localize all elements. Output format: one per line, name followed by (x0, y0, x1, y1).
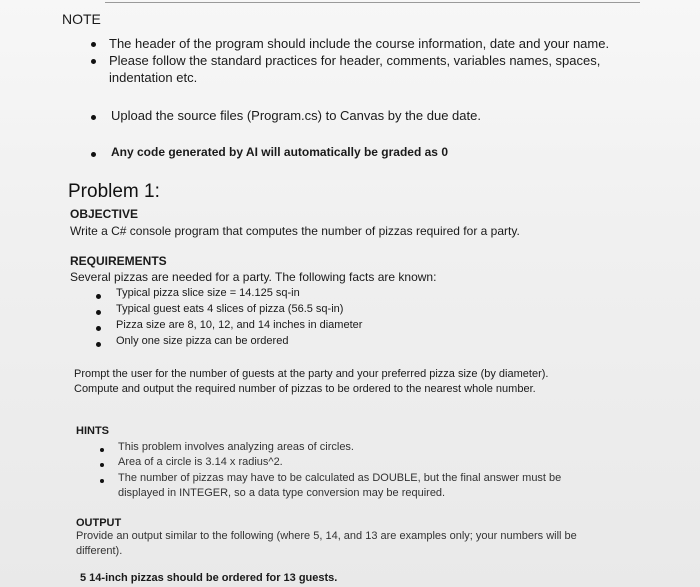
sample-output: 5 14-inch pizzas should be ordered for 13 guests. (80, 572, 338, 584)
objective-text: Write a C# console program that computes the number of pizzas required for a party. (70, 224, 520, 238)
note-item-standards-cont: indentation etc. (109, 70, 198, 85)
prompt-line-1: Prompt the user for the number of guests at the party and your preferred pizza size (by diameter). (74, 368, 549, 380)
bullet-icon (96, 294, 101, 299)
bullet-icon (96, 310, 101, 315)
note-item-ai-warning: Any code generated by AI will automatically be graded as 0 (111, 145, 448, 159)
requirements-label: REQUIREMENTS (70, 254, 167, 268)
fact-guest-slices: Typical guest eats 4 slices of pizza (56.5 sq-in) (116, 303, 344, 315)
bullet-icon (96, 326, 101, 331)
note-item-standards: Please follow the standard practices for header, comments, variables names, spaces, (109, 53, 601, 68)
note-item-upload: Upload the source files (Program.cs) to Canvas by the due date. (111, 108, 481, 123)
bullet-icon (100, 463, 104, 467)
prompt-line-2: Compute and output the required number of pizzas to be ordered to the nearest whole number. (74, 383, 536, 395)
bullet-icon (91, 152, 96, 157)
requirements-intro: Several pizzas are needed for a party. The following facts are known: (70, 270, 437, 284)
fact-pizza-sizes: Pizza size are 8, 10, 12, and 14 inches in diameter (116, 319, 363, 331)
hint-double: The number of pizzas may have to be calculated as DOUBLE, but the final answer must be (118, 472, 562, 484)
hint-area-formula: Area of a circle is 3.14 x radius^2. (118, 456, 283, 468)
output-line-2: different). (76, 545, 123, 557)
bullet-icon (100, 448, 104, 452)
fact-one-size: Only one size pizza can be ordered (116, 335, 289, 347)
hints-label: HINTS (76, 425, 109, 437)
fact-slice-size: Typical pizza slice size = 14.125 sq-in (116, 287, 300, 299)
bullet-icon (96, 342, 101, 347)
bullet-icon (91, 42, 96, 47)
top-divider (105, 2, 640, 3)
bullet-icon (100, 479, 104, 483)
hint-double-cont: displayed in INTEGER, so a data type conversion may be required. (118, 487, 446, 499)
hint-areas: This problem involves analyzing areas of circles. (118, 441, 354, 453)
output-line-1: Provide an output similar to the following (where 5, 14, and 13 are examples only; your numbers will be (76, 530, 577, 542)
objective-label: OBJECTIVE (70, 207, 139, 221)
note-heading: NOTE (62, 11, 101, 27)
bullet-icon (91, 59, 96, 64)
problem-title: Problem 1: (68, 181, 160, 202)
bullet-icon (91, 115, 96, 120)
note-item-header: The header of the program should include the course information, date and your name. (109, 36, 610, 51)
output-label: OUTPUT (76, 517, 122, 529)
